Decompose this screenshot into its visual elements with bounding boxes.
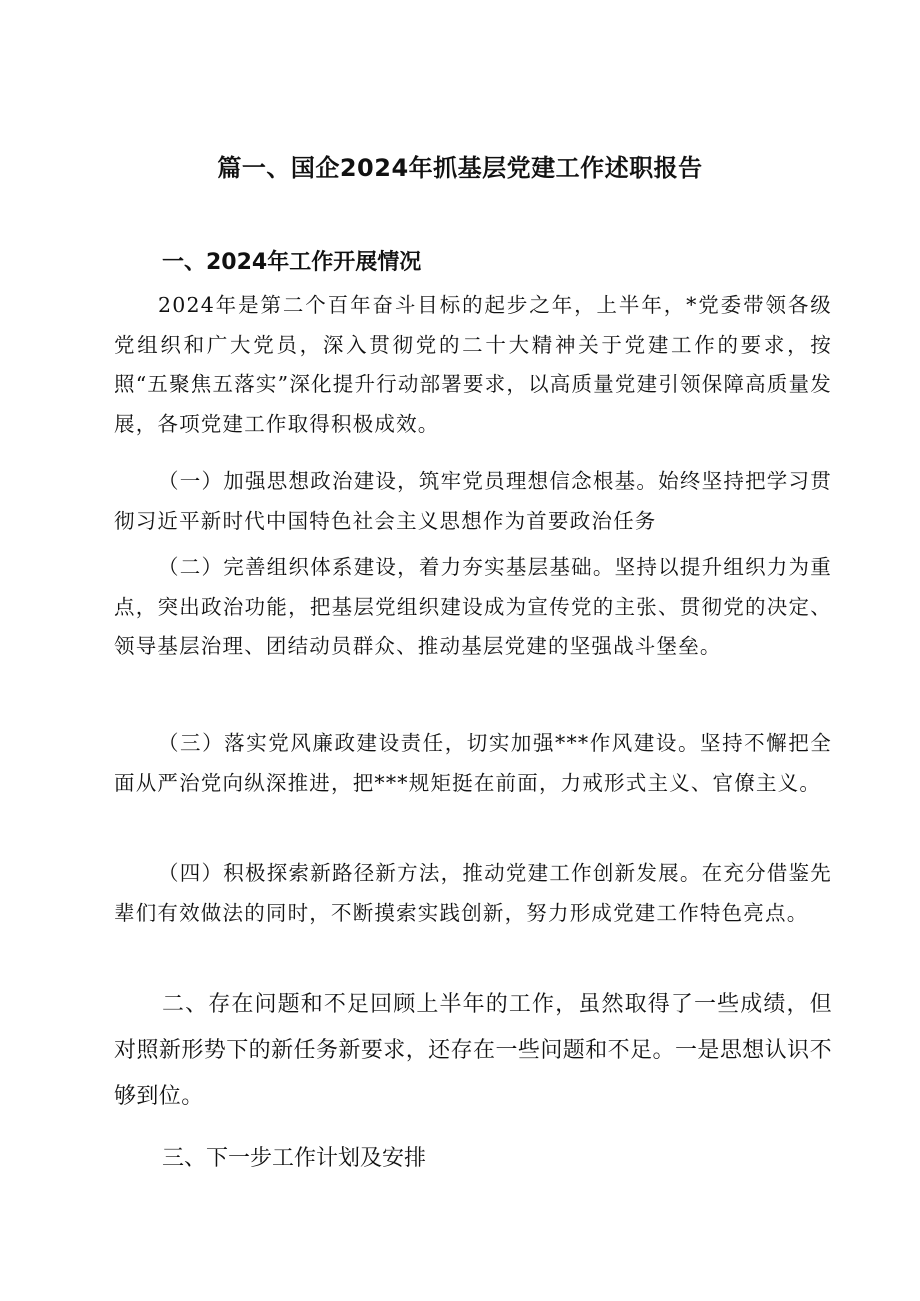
paragraph-item-1: （一）加强思想政治建设，筑牢党员理想信念根基。始终坚持把学习贯彻习近平新时代中国特色社会主义思想作为首要政治任务 bbox=[114, 469, 832, 533]
paragraph-item-4: （四）积极探索新路径新方法，推动党建工作创新发展。在充分借鉴先辈们有效做法的同时，不断摸索实践创新，努力形成党建工作特色亮点。 bbox=[114, 861, 832, 925]
paragraph-item-3: （三）落实党风廉政建设责任，切实加强***作风建设。坚持不懈把全面从严治党向纵深推进，把***规矩挺在前面，力戒形式主义、官僚主义。 bbox=[114, 731, 832, 795]
paragraph-item-2: （二）完善组织体系建设，着力夯实基层基础。坚持以提升组织力为重点，突出政治功能，把基层党组织建设成为宣传党的主张、贯彻党的决定、领导基层治理、团结动员群众、推动基层党建的坚强战斗堡垒。 bbox=[114, 555, 832, 658]
section-heading-work-progress: 一、2024年工作开展情况 bbox=[162, 250, 422, 275]
section-problems-paragraph: 二、存在问题和不足回顾上半年的工作，虽然取得了一些成绩，但对照新形势下的新任务新要求，还存在一些问题和不足。一是思想认识不够到位。 bbox=[114, 992, 832, 1109]
document-title: 篇一、国企2024年抓基层党建工作述职报告 bbox=[217, 154, 703, 182]
paragraph-intro: 2024年是第二个百年奋斗目标的起步之年，上半年，*党委带领各级党组织和广大党员，深入贯彻党的二十大精神关于党建工作的要求，按照“五聚焦五落实”深化提升行动部署要求，以高质量党建引领保障高质量发展，各项党建工作取得积极成效。 bbox=[114, 293, 832, 436]
section-heading-next-steps: 三、下一步工作计划及安排 bbox=[162, 1146, 427, 1171]
